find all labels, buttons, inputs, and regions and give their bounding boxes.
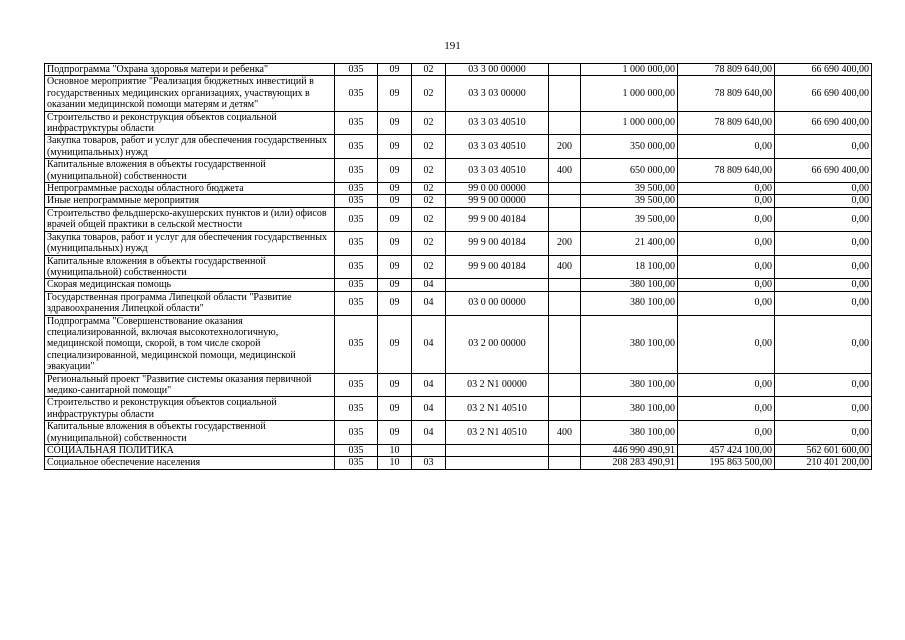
expense-type-code bbox=[549, 457, 581, 469]
expense-type-code bbox=[549, 291, 581, 315]
row-name: Региональный проект "Развитие системы оказания первичной медико-санитарной помощи" bbox=[45, 373, 335, 397]
amount-year-1: 39 500,00 bbox=[581, 207, 678, 231]
amount-year-3: 0,00 bbox=[775, 397, 872, 421]
target-article-code bbox=[446, 457, 549, 469]
amount-year-1: 650 000,00 bbox=[581, 159, 678, 183]
row-name: Непрограммные расходы областного бюджета bbox=[45, 183, 335, 195]
amount-year-3: 0,00 bbox=[775, 207, 872, 231]
target-article-code: 03 2 N1 00000 bbox=[446, 373, 549, 397]
amount-year-3: 562 601 600,00 bbox=[775, 445, 872, 457]
expense-type-code bbox=[549, 195, 581, 207]
amount-year-3: 66 690 400,00 bbox=[775, 111, 872, 135]
amount-year-3: 0,00 bbox=[775, 231, 872, 255]
subsection-code: 02 bbox=[412, 135, 446, 159]
expense-type-code: 200 bbox=[549, 135, 581, 159]
amount-year-1: 380 100,00 bbox=[581, 421, 678, 445]
amount-year-2: 0,00 bbox=[678, 183, 775, 195]
amount-year-1: 380 100,00 bbox=[581, 291, 678, 315]
amount-year-2: 0,00 bbox=[678, 315, 775, 373]
row-name: Строительство и реконструкция объектов социальной инфраструктуры области bbox=[45, 111, 335, 135]
subsection-code: 04 bbox=[412, 397, 446, 421]
target-article-code bbox=[446, 279, 549, 291]
row-name: Капитальные вложения в объекты государственной (муниципальной) собственности bbox=[45, 159, 335, 183]
amount-year-2: 457 424 100,00 bbox=[678, 445, 775, 457]
subsection-code: 02 bbox=[412, 207, 446, 231]
amount-year-2: 78 809 640,00 bbox=[678, 111, 775, 135]
section-code: 09 bbox=[378, 255, 412, 279]
target-article-code: 03 3 03 40510 bbox=[446, 111, 549, 135]
amount-year-1: 39 500,00 bbox=[581, 195, 678, 207]
row-name: Капитальные вложения в объекты государственной (муниципальной) собственности bbox=[45, 421, 335, 445]
amount-year-3: 0,00 bbox=[775, 373, 872, 397]
section-code: 09 bbox=[378, 279, 412, 291]
row-name: Скорая медицинская помощь bbox=[45, 279, 335, 291]
department-code: 035 bbox=[335, 255, 378, 279]
amount-year-2: 78 809 640,00 bbox=[678, 64, 775, 76]
department-code: 035 bbox=[335, 445, 378, 457]
department-code: 035 bbox=[335, 397, 378, 421]
amount-year-2: 0,00 bbox=[678, 195, 775, 207]
amount-year-3: 0,00 bbox=[775, 135, 872, 159]
department-code: 035 bbox=[335, 291, 378, 315]
department-code: 035 bbox=[335, 195, 378, 207]
table-row bbox=[45, 195, 872, 207]
amount-year-2: 0,00 bbox=[678, 135, 775, 159]
department-code: 035 bbox=[335, 183, 378, 195]
expense-type-code bbox=[549, 207, 581, 231]
department-code: 035 bbox=[335, 373, 378, 397]
section-code: 09 bbox=[378, 315, 412, 373]
expense-type-code: 400 bbox=[549, 255, 581, 279]
amount-year-3: 0,00 bbox=[775, 291, 872, 315]
expense-type-code bbox=[549, 64, 581, 76]
amount-year-2: 0,00 bbox=[678, 231, 775, 255]
amount-year-2: 0,00 bbox=[678, 397, 775, 421]
amount-year-1: 18 100,00 bbox=[581, 255, 678, 279]
table-row bbox=[45, 231, 872, 255]
section-code: 09 bbox=[378, 76, 412, 111]
section-code: 09 bbox=[378, 64, 412, 76]
amount-year-3: 0,00 bbox=[775, 183, 872, 195]
department-code: 035 bbox=[335, 64, 378, 76]
amount-year-2: 195 863 500,00 bbox=[678, 457, 775, 469]
section-code: 09 bbox=[378, 135, 412, 159]
amount-year-1: 380 100,00 bbox=[581, 279, 678, 291]
section-code: 09 bbox=[378, 207, 412, 231]
amount-year-3: 66 690 400,00 bbox=[775, 76, 872, 111]
subsection-code: 03 bbox=[412, 457, 446, 469]
subsection-code: 02 bbox=[412, 76, 446, 111]
expense-type-code bbox=[549, 76, 581, 111]
subsection-code bbox=[412, 445, 446, 457]
table-row bbox=[45, 445, 872, 457]
table-row bbox=[45, 207, 872, 231]
target-article-code: 99 0 00 00000 bbox=[446, 183, 549, 195]
amount-year-1: 21 400,00 bbox=[581, 231, 678, 255]
table-row bbox=[45, 159, 872, 183]
expense-type-code bbox=[549, 315, 581, 373]
section-code: 09 bbox=[378, 231, 412, 255]
department-code: 035 bbox=[335, 111, 378, 135]
expense-type-code bbox=[549, 111, 581, 135]
target-article-code: 03 2 00 00000 bbox=[446, 315, 549, 373]
row-name: Государственная программа Липецкой области "Развитие здравоохранения Липецкой области" bbox=[45, 291, 335, 315]
table-row bbox=[45, 183, 872, 195]
section-code: 09 bbox=[378, 373, 412, 397]
table-row bbox=[45, 457, 872, 469]
row-name: Строительство и реконструкция объектов социальной инфраструктуры области bbox=[45, 397, 335, 421]
row-name: Иные непрограммные мероприятия bbox=[45, 195, 335, 207]
row-name: Закупка товаров, работ и услуг для обеспечения государственных (муниципальных) нужд bbox=[45, 135, 335, 159]
row-name: СОЦИАЛЬНАЯ ПОЛИТИКА bbox=[45, 445, 335, 457]
amount-year-1: 1 000 000,00 bbox=[581, 76, 678, 111]
section-code: 10 bbox=[378, 457, 412, 469]
amount-year-3: 0,00 bbox=[775, 421, 872, 445]
section-code: 09 bbox=[378, 195, 412, 207]
expense-type-code bbox=[549, 373, 581, 397]
subsection-code: 02 bbox=[412, 159, 446, 183]
subsection-code: 04 bbox=[412, 279, 446, 291]
amount-year-3: 0,00 bbox=[775, 279, 872, 291]
section-code: 09 bbox=[378, 291, 412, 315]
target-article-code: 03 3 03 00000 bbox=[446, 76, 549, 111]
target-article-code: 03 3 03 40510 bbox=[446, 159, 549, 183]
amount-year-2: 78 809 640,00 bbox=[678, 159, 775, 183]
row-name: Капитальные вложения в объекты государственной (муниципальной) собственности bbox=[45, 255, 335, 279]
amount-year-2: 0,00 bbox=[678, 291, 775, 315]
table-row bbox=[45, 421, 872, 445]
target-article-code: 03 2 N1 40510 bbox=[446, 421, 549, 445]
expense-type-code bbox=[549, 397, 581, 421]
expense-type-code: 400 bbox=[549, 159, 581, 183]
subsection-code: 02 bbox=[412, 64, 446, 76]
row-name: Социальное обеспечение населения bbox=[45, 457, 335, 469]
target-article-code: 03 2 N1 40510 bbox=[446, 397, 549, 421]
amount-year-1: 380 100,00 bbox=[581, 373, 678, 397]
amount-year-2: 78 809 640,00 bbox=[678, 76, 775, 111]
amount-year-1: 208 283 490,91 bbox=[581, 457, 678, 469]
section-code: 09 bbox=[378, 111, 412, 135]
amount-year-2: 0,00 bbox=[678, 255, 775, 279]
amount-year-2: 0,00 bbox=[678, 279, 775, 291]
amount-year-2: 0,00 bbox=[678, 421, 775, 445]
department-code: 035 bbox=[335, 76, 378, 111]
expense-type-code: 200 bbox=[549, 231, 581, 255]
subsection-code: 04 bbox=[412, 291, 446, 315]
expense-type-code bbox=[549, 279, 581, 291]
target-article-code: 99 9 00 40184 bbox=[446, 231, 549, 255]
row-name: Основное мероприятие "Реализация бюджетных инвестиций в государственных медицинских организациях, участвующих в оказании медицинской помощи матерям и детям" bbox=[45, 76, 335, 111]
table-row bbox=[45, 76, 872, 111]
table-row bbox=[45, 315, 872, 373]
subsection-code: 04 bbox=[412, 373, 446, 397]
budget-table bbox=[44, 63, 872, 470]
department-code: 035 bbox=[335, 457, 378, 469]
amount-year-3: 0,00 bbox=[775, 315, 872, 373]
target-article-code: 99 9 00 40184 bbox=[446, 255, 549, 279]
department-code: 035 bbox=[335, 279, 378, 291]
target-article-code: 03 3 03 40510 bbox=[446, 135, 549, 159]
department-code: 035 bbox=[335, 315, 378, 373]
department-code: 035 bbox=[335, 421, 378, 445]
amount-year-1: 380 100,00 bbox=[581, 315, 678, 373]
target-article-code: 03 0 00 00000 bbox=[446, 291, 549, 315]
table-row bbox=[45, 255, 872, 279]
table-body bbox=[45, 64, 872, 470]
subsection-code: 02 bbox=[412, 231, 446, 255]
amount-year-1: 446 990 490,91 bbox=[581, 445, 678, 457]
amount-year-3: 66 690 400,00 bbox=[775, 159, 872, 183]
section-code: 10 bbox=[378, 445, 412, 457]
department-code: 035 bbox=[335, 207, 378, 231]
expense-type-code: 400 bbox=[549, 421, 581, 445]
row-name: Подпрограмма "Охрана здоровья матери и ребенка" bbox=[45, 64, 335, 76]
row-name: Подпрограмма "Совершенствование оказания специализированной, включая высокотехнологичную, медицинской помощи, скорой, в том числе скорой специализированной, медицинской помощи, медицинской эвакуации" bbox=[45, 315, 335, 373]
target-article-code: 99 9 00 00000 bbox=[446, 195, 549, 207]
expense-type-code bbox=[549, 183, 581, 195]
amount-year-1: 1 000 000,00 bbox=[581, 111, 678, 135]
subsection-code: 04 bbox=[412, 421, 446, 445]
department-code: 035 bbox=[335, 159, 378, 183]
amount-year-1: 1 000 000,00 bbox=[581, 64, 678, 76]
amount-year-3: 0,00 bbox=[775, 255, 872, 279]
subsection-code: 02 bbox=[412, 255, 446, 279]
page-number: 191 bbox=[444, 40, 461, 52]
table-row bbox=[45, 111, 872, 135]
amount-year-2: 0,00 bbox=[678, 207, 775, 231]
amount-year-3: 66 690 400,00 bbox=[775, 64, 872, 76]
amount-year-2: 0,00 bbox=[678, 373, 775, 397]
table-row bbox=[45, 397, 872, 421]
department-code: 035 bbox=[335, 135, 378, 159]
amount-year-3: 0,00 bbox=[775, 195, 872, 207]
department-code: 035 bbox=[335, 231, 378, 255]
section-code: 09 bbox=[378, 183, 412, 195]
subsection-code: 02 bbox=[412, 111, 446, 135]
amount-year-3: 210 401 200,00 bbox=[775, 457, 872, 469]
expense-type-code bbox=[549, 445, 581, 457]
section-code: 09 bbox=[378, 397, 412, 421]
row-name: Закупка товаров, работ и услуг для обеспечения государственных (муниципальных) нужд bbox=[45, 231, 335, 255]
table-row bbox=[45, 64, 872, 76]
amount-year-1: 350 000,00 bbox=[581, 135, 678, 159]
table-row bbox=[45, 291, 872, 315]
amount-year-1: 380 100,00 bbox=[581, 397, 678, 421]
table-row bbox=[45, 279, 872, 291]
target-article-code bbox=[446, 445, 549, 457]
amount-year-1: 39 500,00 bbox=[581, 183, 678, 195]
section-code: 09 bbox=[378, 421, 412, 445]
subsection-code: 02 bbox=[412, 183, 446, 195]
subsection-code: 04 bbox=[412, 315, 446, 373]
target-article-code: 99 9 00 40184 bbox=[446, 207, 549, 231]
section-code: 09 bbox=[378, 159, 412, 183]
target-article-code: 03 3 00 00000 bbox=[446, 64, 549, 76]
table-row bbox=[45, 373, 872, 397]
table-row bbox=[45, 135, 872, 159]
subsection-code: 02 bbox=[412, 195, 446, 207]
row-name: Строительство фельдшерско-акушерских пунктов и (или) офисов врачей общей практики в сельской местности bbox=[45, 207, 335, 231]
